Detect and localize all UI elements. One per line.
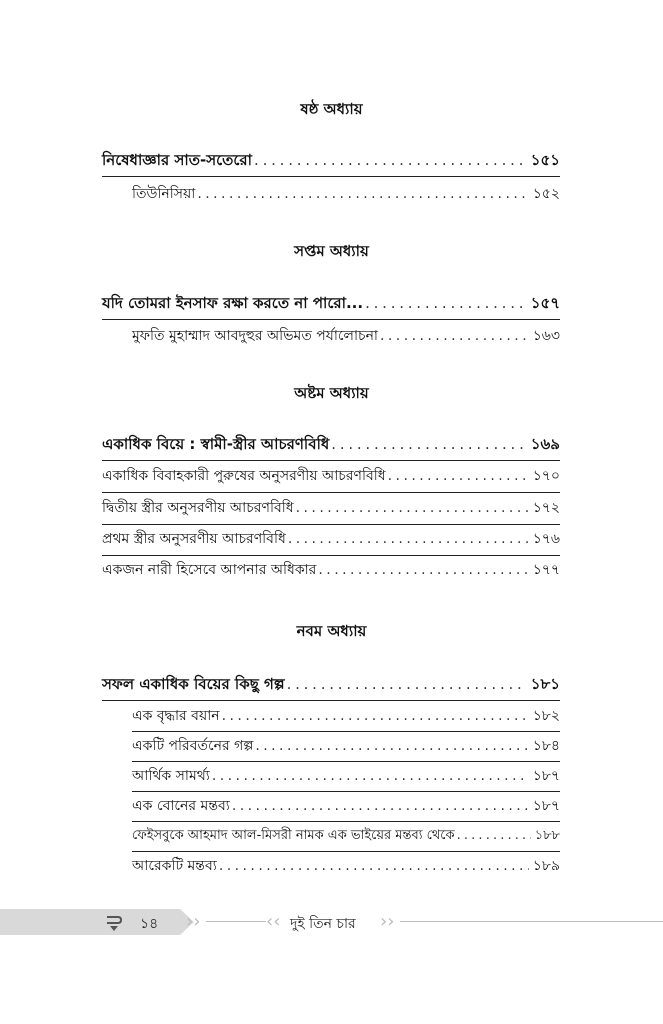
toc-leader-dots [232, 796, 529, 816]
divider [102, 460, 560, 461]
toc-entry-title: নিষেধাজ্ঞার সাত-সতেরো [102, 151, 253, 169]
toc-entry-sub[interactable] [132, 326, 560, 346]
toc-entry-title: সফল একাধিক বিয়ের কিছু গল্প [102, 675, 285, 693]
footer-rule [206, 921, 266, 922]
chapter-heading-6: ষষ্ঠ অধ্যায় [300, 100, 363, 118]
divider [132, 851, 560, 852]
toc-entry-sub[interactable] [132, 766, 560, 786]
toc-entry-title: একাধিক বিবাহকারী পুরুষের অনুসরণীয় আচরণবিধি [102, 468, 386, 484]
divider [102, 700, 560, 701]
divider [102, 555, 560, 556]
toc-entry-sub[interactable] [102, 498, 560, 518]
toc-entry-page: ১৭৬ [532, 531, 560, 547]
toc-entry-page: ১৮৮ [534, 828, 560, 843]
toc-leader-dots [212, 766, 529, 786]
chapter-heading-8: অষ্টম অধ্যায় [294, 384, 369, 402]
toc-leader-dots [255, 736, 528, 756]
toc-leader-dots [219, 856, 529, 876]
toc-entry-page: ১৮৭ [532, 768, 560, 784]
toc-leader-dots [288, 529, 529, 549]
toc-entry-sub[interactable] [132, 184, 560, 204]
toc-leader-dots [254, 150, 527, 170]
page-number: ১৪ [140, 916, 159, 932]
toc-leader-dots [457, 826, 531, 846]
toc-entry-main[interactable] [102, 434, 560, 454]
toc-entry-page: ১৫৭ [530, 294, 560, 312]
toc-entry-page: ১৫২ [532, 186, 560, 202]
toc-leader-dots [380, 326, 529, 346]
toc-leader-dots [197, 184, 528, 204]
toc-entry-sub[interactable] [132, 796, 560, 816]
toc-leader-dots [296, 498, 529, 518]
toc-entry-page: ১৬৩ [532, 328, 560, 344]
toc-entry-title: আরেকটি মন্তব্য [132, 858, 217, 874]
toc-leader-dots [222, 706, 529, 726]
toc-entry-title: ফেইসবুকে আহমাদ আল-মিসরী নামক এক ভাইয়ের মন্তব্য থেকে [132, 828, 455, 843]
toc-entry-title: এক বোনের মন্তব্য [132, 798, 230, 814]
toc-entry-page: ১৮২ [532, 708, 560, 724]
toc-entry-main[interactable] [102, 293, 560, 313]
toc-entry-title: প্রথম স্ত্রীর অনুসরণীয় আচরণবিধি [102, 531, 286, 547]
toc-entry-main[interactable] [102, 150, 560, 170]
toc-entry-page: ১৮৪ [532, 738, 560, 754]
toc-leader-dots [388, 466, 529, 486]
toc-entry-page: ১৮৯ [532, 858, 560, 874]
toc-entry-page: ১৫১ [530, 151, 560, 169]
toc-entry-page: ১৬৯ [530, 435, 560, 453]
toc-entry-page: ১৮১ [530, 675, 560, 693]
chevron-right-icon: ›› [186, 911, 201, 932]
toc-entry-title: এক বৃদ্ধার বয়ান [132, 708, 220, 724]
toc-entry-main[interactable] [102, 674, 560, 694]
book-title: দুই তিন চার [290, 916, 356, 932]
chapter-heading-9: নবম অধ্যায় [296, 622, 367, 640]
divider [102, 176, 560, 177]
chapter-heading-7: সপ্তম অধ্যায় [294, 242, 369, 260]
toc-entry-sub[interactable] [132, 736, 560, 756]
toc-leader-dots [318, 560, 528, 580]
toc-entry-sub[interactable] [132, 826, 560, 846]
toc-entry-title: মুফতি মুহাম্মাদ আবদুহুর অভিমত পর্যালোচনা [132, 328, 378, 344]
toc-entry-page: ১৭০ [532, 468, 560, 484]
divider [102, 319, 560, 320]
toc-entry-title: একজন নারী হিসেবে আপনার অধিকার [102, 562, 317, 578]
toc-entry-sub[interactable] [132, 856, 560, 876]
divider [102, 524, 560, 525]
toc-leader-dots [287, 674, 527, 694]
toc-entry-page: ১৭২ [532, 500, 560, 516]
toc-entry-sub[interactable] [102, 466, 560, 486]
toc-entry-sub[interactable] [102, 560, 560, 580]
divider [132, 761, 560, 762]
divider [132, 821, 560, 822]
toc-entry-title: যদি তোমরা ইনসাফ রক্ষা করতে না পারো... [102, 294, 364, 312]
toc-leader-dots [331, 434, 526, 454]
divider [102, 492, 560, 493]
toc-entry-title: তিউনিসিয়া [132, 186, 196, 202]
footer-rule [400, 921, 663, 922]
toc-entry-sub[interactable] [132, 706, 560, 726]
divider [132, 791, 560, 792]
toc-entry-page: ১৮৭ [532, 798, 560, 814]
toc-leader-dots [365, 293, 527, 313]
toc-entry-title: একাধিক বিয়ে : স্বামী-স্ত্রীর আচরণবিধি [102, 435, 330, 453]
toc-entry-page: ১৭৭ [532, 562, 560, 578]
toc-entry-title: আর্থিক সামর্থ্য [132, 768, 210, 784]
chevron-left-icon: ‹‹ [266, 911, 281, 932]
publisher-logo-icon [104, 913, 124, 933]
toc-entry-sub[interactable] [102, 529, 560, 549]
chevron-right-icon: ›› [380, 911, 395, 932]
toc-entry-title: দ্বিতীয় স্ত্রীর অনুসরণীয় আচরণবিধি [102, 500, 294, 516]
divider [132, 731, 560, 732]
toc-entry-title: একটি পরিবর্তনের গল্প [132, 738, 254, 754]
